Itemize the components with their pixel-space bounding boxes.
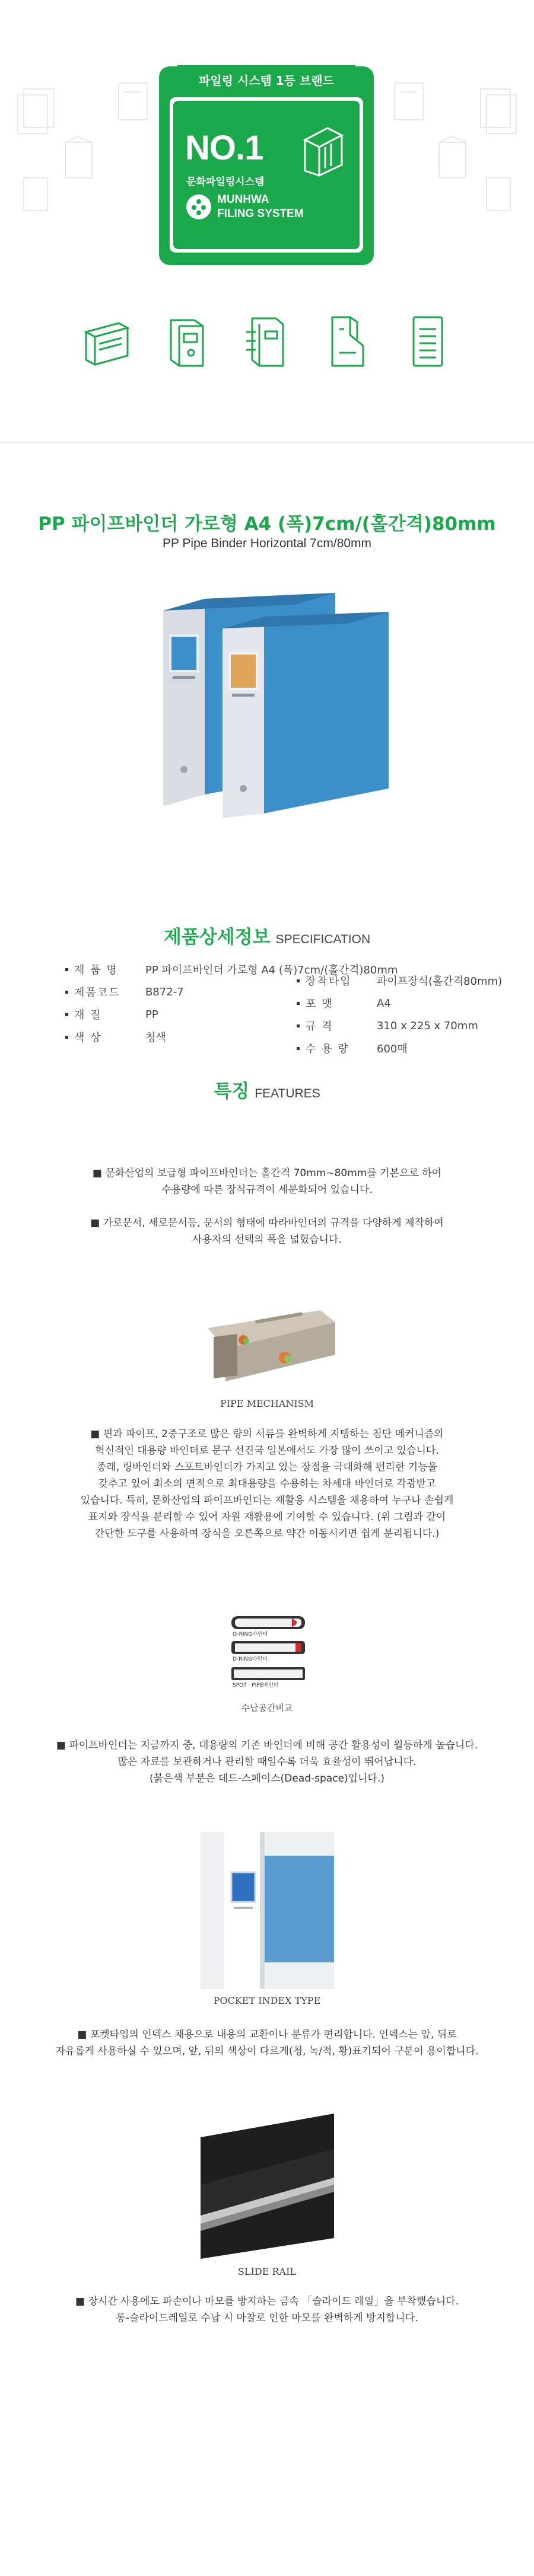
features-heading-en: FEATURES (255, 1087, 320, 1100)
text-line: 롱-슬라이드레일로 수납 시 마찰로 인한 마모를 완벽하게 방지합니다. (116, 2312, 418, 2324)
slide-rail-photo (201, 2114, 334, 2259)
bullet (65, 968, 68, 971)
badge-tab-text: 파일링 시스템 1등 브랜드 (177, 65, 355, 96)
text-line: ■ 파이프바인더는 지금까지 중, 대용량의 기존 바인더에 비해 공간 활용성이 월등하게 높습니다. (56, 1739, 478, 1751)
spec-row (297, 1039, 408, 1057)
text-line: ■ 문화산업의 보급형 파이프바인더는 홀간격 70mm~80mm를 기본으로 하여 (92, 1167, 442, 1179)
brand-badge (159, 66, 374, 265)
text-line: ■ 가로문서, 세로문서등, 문서의 형태에 따라바인더의 규격을 다양하게 제작하여 (90, 1217, 444, 1229)
spec-row (297, 994, 391, 1012)
bullet (297, 1047, 300, 1050)
spec-row (297, 972, 502, 989)
text-line: ■ 포켓타입의 인덱스 채용으로 내용의 교환이나 분류가 편리합니다. 인덱스는 앞, 뒤로 (77, 2029, 457, 2041)
text-line: 혁신적인 대용량 바인더로 문구 선진국 일본에서도 가장 많이 쓰이고 있습니다. (95, 1445, 439, 1457)
ring-binder-icon (240, 311, 294, 371)
text-line: 많은 자료를 보관하거나 관리할 때일수록 더욱 효율성이 뛰어납니다. (117, 1756, 417, 1768)
spec-label: 재 질 (74, 1009, 102, 1022)
spec-row (65, 1005, 158, 1023)
product-title-en: PP Pipe Binder Horizontal 7cm/80mm (162, 537, 372, 550)
spec-value: B872-7 (145, 985, 184, 998)
text-line: 표지와 장식을 분리할 수 있어 자원 재활용에 기여할 수 있습니다. (위 그림과 같이 (88, 1511, 446, 1523)
section-divider (0, 442, 534, 443)
text-line: 있습니다. 특히, 문화산업의 파이프바인더는 재활용 시스템을 채용하여 누구나 손쉽게 (80, 1495, 454, 1506)
text-line: (붉은색 부분은 데드-스페이스(Dead-space)입니다.) (150, 1773, 384, 1785)
text-line: 수용량에 따른 장식규격이 세분화되어 있습니다. (161, 1184, 373, 1196)
badge-brand-line1: MUNHWA (217, 193, 269, 206)
binder-book-icon (299, 123, 347, 177)
features-heading (0, 1076, 534, 1103)
pocket-index-text (24, 2026, 510, 2060)
pipe-mechanism-text (36, 1426, 498, 1542)
spec-value: A4 (377, 997, 391, 1010)
badge-no1-text: NO.1 (185, 129, 263, 167)
spec-row (65, 1028, 166, 1046)
spec-label: 장착타입 (306, 975, 352, 988)
spec-label: 제 품 명 (74, 964, 118, 976)
spec-value: 청색 (145, 1032, 166, 1044)
bullet (297, 979, 300, 982)
spec-heading-ko: 제품상세정보 (163, 927, 271, 948)
spec-label: 제품코드 (74, 987, 120, 999)
spot-pipe-label: SPOT · PIPE바인더 (233, 1683, 279, 1688)
pocket-index-photo (201, 1832, 334, 1989)
text-line: 갖추고 있어 최소의 면적으로 최대용량을 수용하는 차세대 바인더로 각광받고 (98, 1478, 436, 1490)
features-intro (53, 1165, 481, 1248)
magazine-file-icon (320, 311, 374, 371)
pocket-index-caption: POCKET INDEX TYPE (213, 1995, 321, 2006)
munhwa-logo-icon (186, 194, 211, 219)
text-line: ■ 핀과 파이프, 2중구조로 많은 량의 서류를 완벽하게 지탱하는 첨단 메커니즘의 (90, 1428, 444, 1440)
product-category-icons (80, 308, 454, 374)
spec-label: 규 격 (306, 1020, 333, 1033)
spec-label: 포 맷 (306, 998, 333, 1010)
spec-value: 310 x 225 x 70mm (377, 1019, 478, 1032)
bullet (297, 1024, 300, 1027)
pipe-mechanism-photo (202, 1304, 338, 1390)
slide-rail-text (24, 2293, 510, 2326)
pipe-mechanism-caption: PIPE MECHANISM (220, 1398, 314, 1409)
badge-brand-line2: FILING SYSTEM (217, 208, 304, 220)
spec-label: 수 용 량 (306, 1043, 349, 1055)
spec-row (297, 1017, 478, 1035)
text-line: 간단한 도구를 사용하여 장식을 오른쪽으로 약간 이동시키면 쉽게 분리됩니다.) (94, 1528, 440, 1540)
spec-heading (0, 922, 534, 949)
bullet (65, 1013, 68, 1016)
binder-icon (160, 311, 214, 371)
text-line: 사용자의 선택의 폭을 넓혔습니다. (192, 1234, 342, 1246)
folder-icon (80, 311, 134, 371)
badge-inner (170, 97, 363, 253)
spec-heading-en: SPECIFICATION (275, 933, 371, 946)
text-line: ■ 장시간 사용에도 파손이나 마모를 방지하는 금속 「슬라이드 레일」을 부착했습니다. (75, 2296, 459, 2307)
spec-value: 파이프장식(홀간격80mm) (377, 975, 503, 988)
notebook-icon (401, 311, 454, 371)
o-ring-label: O-RING바인더 (233, 1632, 268, 1637)
product-title-ko: PP 파이프바인더 가로형 A4 (폭)7cm/(홀간격)80mm (38, 513, 496, 535)
spec-value: PP (145, 1008, 158, 1021)
slide-rail-caption: SLIDE RAIL (237, 2266, 297, 2277)
d-ring-label: D-RING바인더 (233, 1656, 268, 1662)
features-heading-ko: 특징 (214, 1081, 250, 1102)
storage-comparison-diagram (227, 1613, 310, 1693)
bullet (297, 1002, 300, 1005)
badge-subtitle: 문화파일링시스템 (186, 176, 265, 188)
bullet (65, 991, 68, 994)
badge-panel (173, 101, 360, 249)
spec-value: PP 파이프바인더 가로형 A4 (폭)7cm/(홀간격)80mm (145, 964, 398, 976)
storage-comparison-text (24, 1737, 510, 1787)
spec-label: 색 상 (74, 1032, 102, 1044)
storage-comparison-caption: 수납공간비교 (241, 1703, 293, 1713)
text-line: 종래, 링바인더와 스포트바인더가 가지고 있는 장점을 극대화해 편리한 기능을 (96, 1461, 438, 1473)
spec-row (65, 983, 184, 1001)
text-line: 자유롭게 사용하실 수 있으며, 앞, 뒤의 색상이 다르게(청, 녹/적, 황)표기되어 구분이 용이합니다. (55, 2045, 479, 2057)
spec-value: 600매 (377, 1043, 408, 1055)
bullet (65, 1036, 68, 1039)
product-photo-binders (139, 581, 395, 818)
